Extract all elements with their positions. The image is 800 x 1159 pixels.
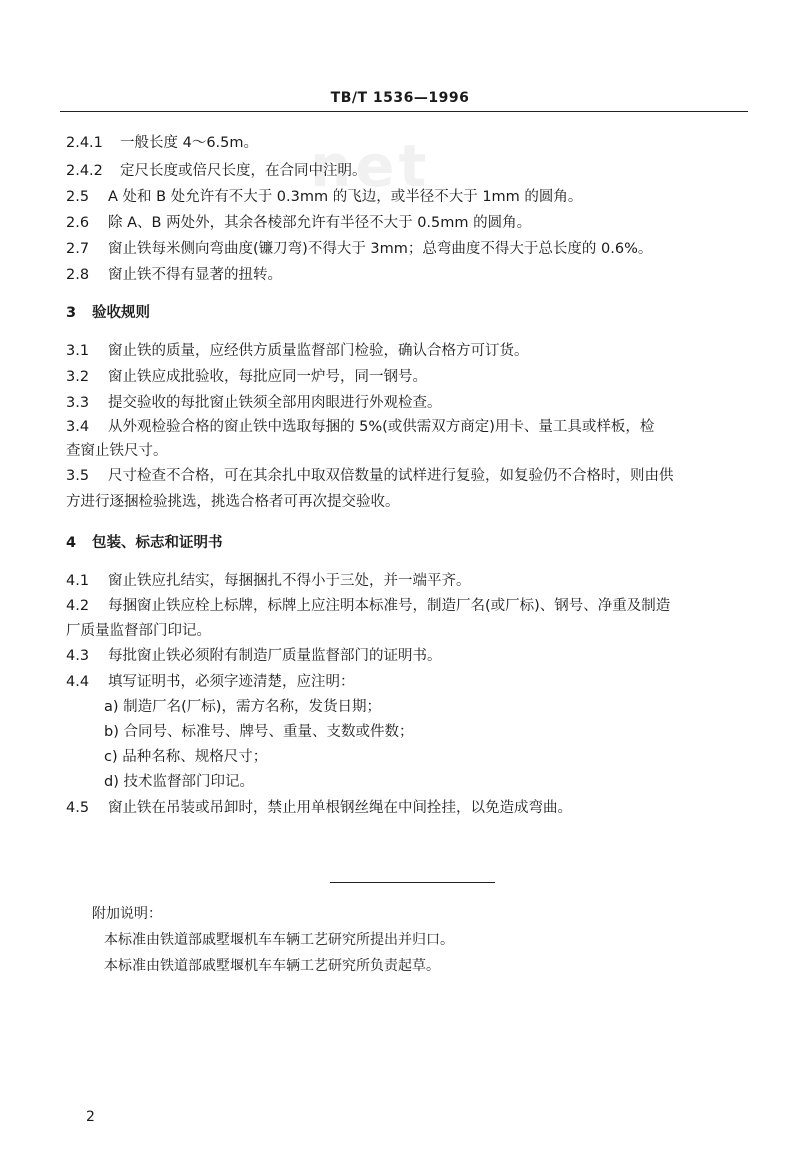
clause-3-4 [66, 417, 760, 437]
clause-4-2 [66, 596, 760, 616]
clause-text: 窗止铁的质量，应经供方质量监督部门检验，确认合格方可订货。 [108, 343, 529, 359]
clause-2-6 [66, 213, 760, 233]
clause-number: 4.1 [66, 573, 90, 589]
clause-number: 2.7 [66, 241, 90, 257]
clause-text: 窗止铁不得有显著的扭转。 [108, 267, 282, 283]
clause-number: 4.2 [66, 598, 90, 614]
clause-2-4-1 [66, 133, 760, 153]
clause-text: 窗止铁应成批验收，每批应同一炉号，同一钢号。 [108, 369, 427, 385]
clause-2-5 [66, 187, 760, 207]
list-item-c: c) 品种名称、规格尺寸； [104, 749, 268, 765]
clause-text: 窗止铁应扎结实，每捆捆扎不得小于三处，并一端平齐。 [108, 573, 471, 589]
appendix-line-2: 本标准由铁道部戚墅堰机车车辆工艺研究所负责起草。 [104, 958, 440, 974]
clause-4-2-continued: 厂质量监督部门印记。 [66, 623, 211, 639]
section-4-heading [66, 533, 760, 553]
clause-2-7 [66, 239, 760, 259]
appendix-line-1: 本标准由铁道部戚墅堰机车车辆工艺研究所提出并归口。 [104, 932, 454, 948]
clause-number: 3.3 [66, 395, 90, 411]
clause-number: 4.3 [66, 648, 90, 664]
clause-4-5 [66, 798, 760, 818]
clause-text: 除 A、B 两处外，其余各棱部允许有半径不大于 0.5mm 的圆角。 [108, 215, 532, 231]
clause-text: A 处和 B 处允许有不大于 0.3mm 的飞边，或半径不大于 1mm 的圆角。 [108, 189, 583, 205]
clause-number: 2.5 [66, 189, 90, 205]
section-number: 3 [66, 305, 77, 321]
list-item-b: b) 合同号、标准号、牌号、重量、支数或件数； [104, 724, 414, 740]
section-title: 包装、标志和证明书 [92, 535, 223, 551]
clause-4-1 [66, 571, 760, 591]
clause-text: 窗止铁每米侧向弯曲度(镰刀弯)不得大于 3mm；总弯曲度不得大于总长度的 0.6%。 [108, 241, 653, 257]
section-number: 4 [66, 535, 77, 551]
section-title: 验收规则 [92, 305, 150, 321]
clause-text: 每捆窗止铁应栓上标牌，标牌上应注明本标准号，制造厂名(或厂标)、钢号、净重及制造 [108, 598, 671, 614]
clause-4-3 [66, 646, 760, 666]
appendix-title: 附加说明： [92, 906, 162, 922]
clause-text: 提交验收的每批窗止铁须全部用肉眼进行外观检查。 [108, 395, 442, 411]
clause-text: 定尺长度或倍尺长度，在合同中注明。 [120, 163, 367, 179]
clause-text: 填写证明书，必须字迹清楚，应注明： [108, 674, 355, 690]
list-item-a: a) 制造厂名(厂标)，需方名称，发货日期； [104, 699, 381, 715]
clause-text: 从外观检验合格的窗止铁中选取每捆的 5%(或供需双方商定)用卡、量工具或样板，检 [108, 419, 655, 435]
clause-number: 3.2 [66, 369, 90, 385]
section-3-heading [66, 303, 760, 323]
clause-number: 2.6 [66, 215, 90, 231]
page-header-standard-number: TB/T 1536—1996 [330, 90, 470, 106]
clause-number: 4.4 [66, 674, 90, 690]
clause-number: 4.5 [66, 800, 90, 816]
clause-number: 2.4.2 [66, 163, 103, 179]
clause-number: 2.8 [66, 267, 90, 283]
list-item-d: d) 技术监督部门印记。 [104, 774, 254, 790]
appendix-divider [330, 882, 495, 883]
clause-number: 3.5 [66, 468, 90, 484]
clause-3-3 [66, 393, 760, 413]
clause-text: 窗止铁在吊装或吊卸时，禁止用单根钢丝绳在中间拴挂，以免造成弯曲。 [108, 800, 572, 816]
clause-2-8 [66, 265, 760, 285]
clause-3-2 [66, 367, 760, 387]
clause-3-1 [66, 341, 760, 361]
clause-3-5 [66, 466, 760, 486]
clause-number: 3.4 [66, 419, 90, 435]
clause-text: 每批窗止铁必须附有制造厂质量监督部门的证明书。 [108, 648, 442, 664]
clause-4-4 [66, 672, 760, 692]
clause-text: 一般长度 4～6.5m。 [120, 135, 259, 151]
clause-number: 2.4.1 [66, 135, 103, 151]
header-rule [60, 111, 748, 112]
watermark: net [310, 132, 431, 200]
clause-text: 尺寸检查不合格，可在其余扎中取双倍数量的试样进行复验，如复验仍不合格时，则由供 [108, 468, 674, 484]
clause-3-4-continued: 查窗止铁尺寸。 [66, 443, 168, 459]
page-number: 2 [86, 1109, 95, 1125]
clause-2-4-2 [66, 161, 760, 181]
clause-3-5-continued: 方进行逐捆检验挑选，挑选合格者可再次提交验收。 [66, 494, 400, 510]
clause-number: 3.1 [66, 343, 90, 359]
